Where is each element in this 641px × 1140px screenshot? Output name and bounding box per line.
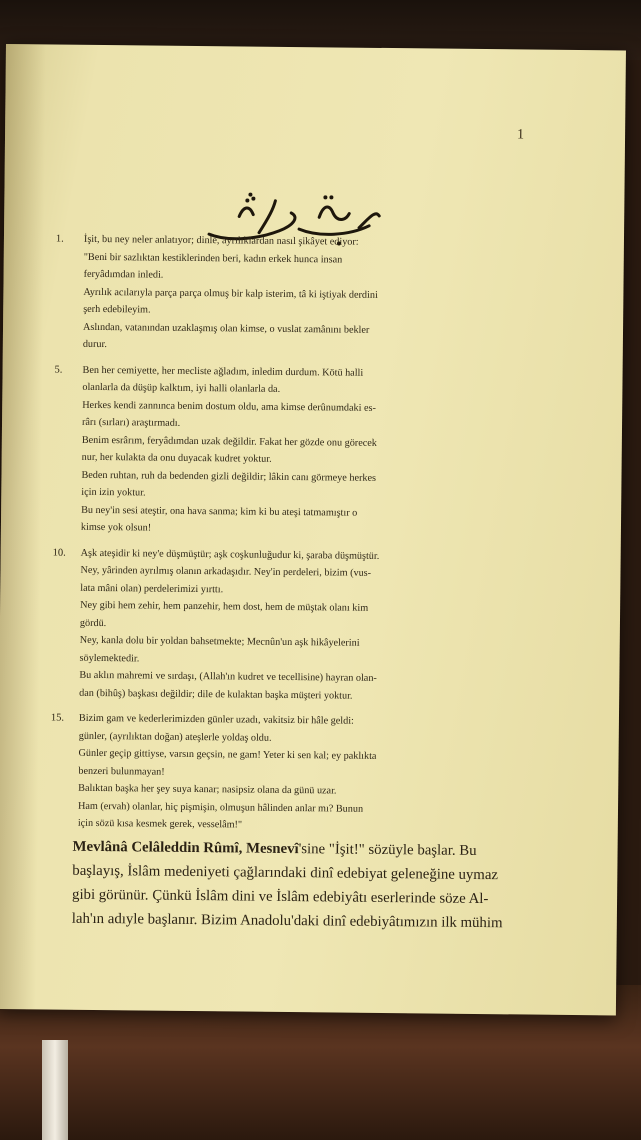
verse-block [52, 544, 571, 707]
verse-line: Aşk ateşidir ki ney'e düşmüştür; aşk coşkunluğudur ki, şaraba düşmüştür. [80, 547, 380, 562]
verse-line: Herkes kendi zannınca benim dostum oldu, ama kimse derûnumdaki es- [82, 399, 376, 414]
author-work-name: Mevlânâ Celâleddin Rûmî, Mesnevî [72, 838, 299, 858]
verse-number: 5. [54, 364, 63, 376]
prose-line: başlayış, İslâm medeniyeti çağlarındaki dinî edebiyat geleneğine uymaz [72, 862, 499, 884]
page-number: 1 [516, 127, 525, 143]
commentary-paragraph [72, 835, 603, 937]
verse-line: Ayrılık acılarıyla parça parça olmuş bir kalp isterim, tâ ki iştiyak derdini [83, 286, 378, 301]
verse-line: Aslından, vatanından uzaklaşmış olan kimse, o vuslat zamânını bekler [82, 321, 370, 336]
verse-line: Ney, kanla dolu bir yoldan bahsetmekte; Mecnûn'un aşk hikâyelerini [79, 634, 360, 649]
book-page [0, 44, 626, 1015]
verse-line: Ham (ervah) olanlar, hiç pişmişin, olmuşun hâlinden anlar mı? Bunun [77, 800, 364, 815]
verse-line: söylemektedir. [79, 652, 140, 664]
verse-line: Bu ney'in sesi ateştir, ona hava sanma; kim ki bu ateşi tatmamıştır o [81, 504, 358, 519]
verse-number: 10. [52, 547, 66, 559]
verse-line: İşit, bu ney neler anlatıyor; dinle, ayrılıklardan nasıl şikâyet ediyor: [83, 233, 359, 248]
verse-line: Ben her cemiyette, her mecliste ağladım, inledim durdum. Kötü halli [82, 364, 364, 379]
verse-line: Ney gibi hem zehir, hem panzehir, hem dost, hem de müştak olanı kim [80, 599, 369, 614]
verse-number: 15. [50, 712, 65, 724]
prose-line: gibi görünür. Çünkü İslâm dini ve İslâm edebiyâtı eserlerinde söze Al- [72, 886, 489, 908]
verse-line: Bizim gam ve kederlerimizden günler uzadı, vakitsiz bir hâle geldi: [78, 712, 354, 727]
verse-line: kimse yok olsun! [80, 521, 152, 534]
verse-line: dan (bihûş) başkası değildir; dile de kulaktan başka müşteri yoktur. [79, 687, 353, 702]
verse-line: Günler geçip gittiyse, varsın geçsin, ne gam! Yeter ki sen kal; ey paklıkta [78, 747, 377, 762]
verse-line: için sözü kısa kesmek gerek, vesselâm!" [77, 817, 243, 831]
page-gutter-shadow [0, 44, 46, 1009]
verse-line: durur. [82, 338, 107, 351]
mesnevi-verses [50, 231, 574, 846]
verse-line: için izin yoktur. [81, 486, 146, 499]
verse-line: Balıktan başka her şey suya kanar; nasipsiz olana da günü uzar. [78, 782, 337, 797]
verse-block [55, 231, 574, 359]
verse-block [54, 361, 573, 541]
verse-block [50, 710, 569, 838]
verse-line: gördü. [79, 617, 107, 629]
verse-line: feryâdımdan inledi. [83, 268, 164, 281]
verse-line: lata mâni olan) perdelerimizi yırttı. [80, 582, 224, 595]
bookmark-ribbon [42, 1040, 68, 1140]
verse-line: günler, (ayrılıktan doğan) ateşlerle yoldaş oldu. [78, 730, 272, 744]
verse-line: olanlarla da düşüp kalktım, iyi halli olanlarla da. [82, 381, 281, 395]
verse-line: şerh edebileyim. [83, 303, 151, 316]
verse-line: Ney, yârinden ayrılmış olanın arkadaşıdır. Ney'in perdeleri, bizim (vus- [80, 564, 372, 579]
verse-line: Benim esrârım, feryâdımdan uzak değildir. Fakat her gözde onu görecek [81, 434, 377, 449]
verse-number: 1. [55, 233, 64, 245]
verse-line: Beden ruhtan, ruh da bedenden gizli değildir; lâkin canı görmeye herkes [81, 469, 377, 484]
verse-line: rârı (sırları) araştırmadı. [81, 416, 181, 429]
verse-line: Bu aklın mahremi ve sırdaşı, (Allah'ın kudret ve tecellisine) hayran olan- [79, 669, 377, 684]
prose-text: 'sine "İşit!" sözüyle başlar. Bu [298, 841, 477, 859]
verse-line: "Beni bir sazlıktan kestiklerinden beri, kadın erkek hunca insan [83, 251, 343, 266]
verse-line: nur, her kulakta da onu duyacak kudret yoktur. [81, 451, 272, 465]
prose-line: lah'ın adıyle başlanır. Bizim Anadolu'daki dinî edebiyâtımızın ilk mühim [71, 910, 503, 932]
verse-line: benzeri bulunmayan! [78, 765, 165, 778]
